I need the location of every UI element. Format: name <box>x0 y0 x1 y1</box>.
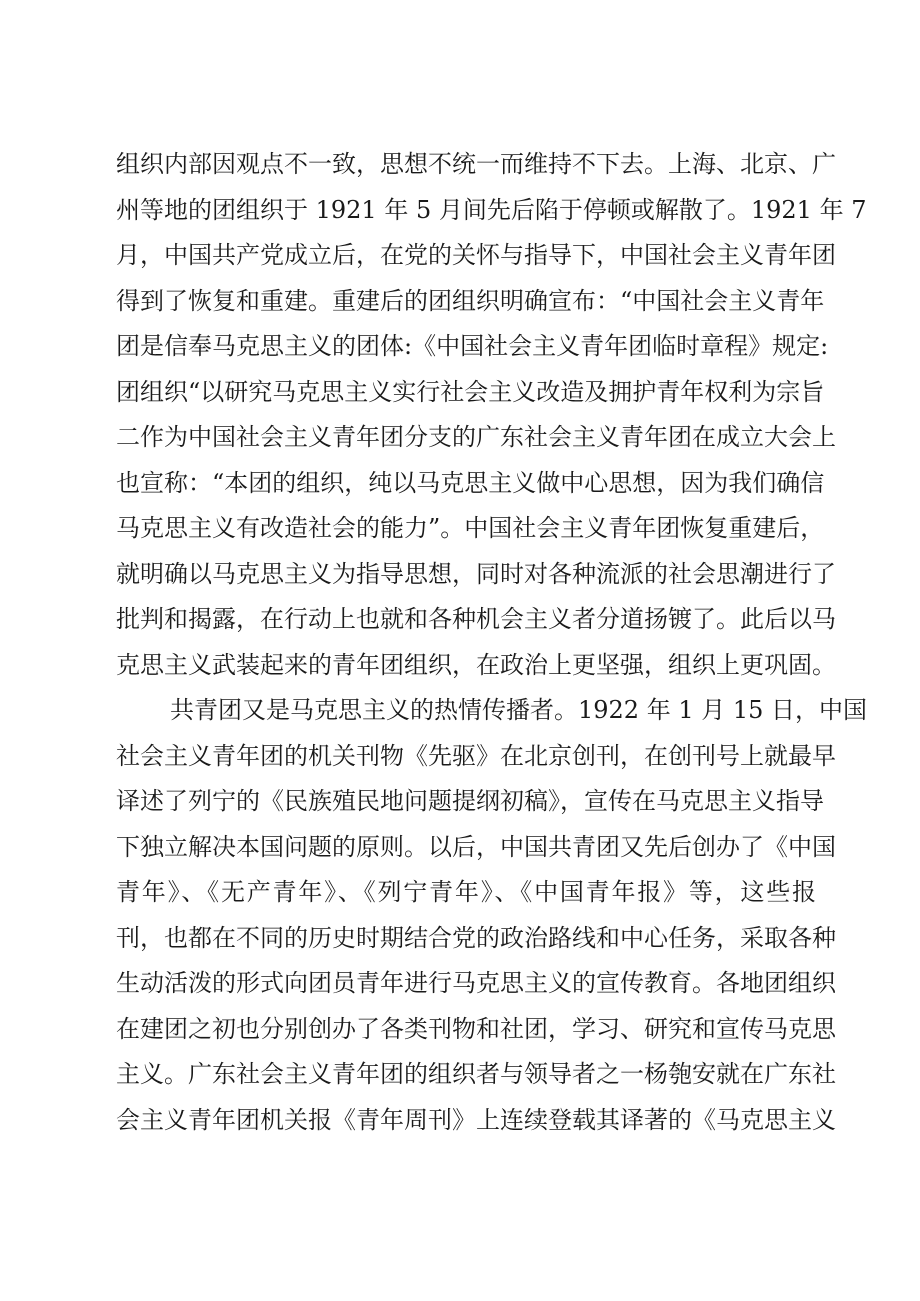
text-line: 下独立解决本国问题的原则。以后，中国共青团又先后创办了《中国 <box>116 832 836 861</box>
text-line: 马克思主义有改造社会的能力”。中国社会主义青年团恢复重建后， <box>116 514 825 542</box>
text-line: 生动活泼的形式向团员青年进行马克思主义的宣传教育。各地团组织 <box>116 969 836 997</box>
text-line: 州等地的团组织于 1921 年 5 月间先后陷于停顿或解散了。1921 年 7 <box>116 195 867 224</box>
text-line: 会主义青年团机关报《青年周刊》上连续登载其译著的《马克思主义 <box>116 1105 836 1134</box>
text-line: 组织内部因观点不一致，思想不统一而维持不下去。上海、北京、广 <box>116 150 836 178</box>
paragraph-1 <box>116 142 867 688</box>
text-line: 刊，也都在不同的历史时期结合党的政治路线和中心任务，采取各种 <box>116 923 836 952</box>
text-line: 共青团又是马克思主义的热情传播者。1922 年 1 月 15 日，中国 <box>170 696 868 724</box>
text-line: 就明确以马克思主义为指导思想，同时对各种流派的社会思潮进行了 <box>116 559 836 588</box>
text-line: 译述了列宁的《民族殖民地问题提纲初稿》，宣传在马克思主义指导 <box>116 787 824 815</box>
text-line: 团组织“以研究马克思主义实行社会主义改造及拥护青年权利为宗旨 <box>116 377 825 406</box>
text-line: 在建团之初也分别创办了各类刊物和社团，学习、研究和宣传马克思 <box>116 1014 836 1043</box>
text-line: 月，中国共产党成立后，在党的关怀与指导下，中国社会主义青年团 <box>116 241 836 269</box>
text-line: 社会主义青年团的机关刊物《先驱》在北京创刊，在创刊号上就最早 <box>116 741 836 770</box>
text-line: 主义。广东社会主义青年团的组织者与领导者之一杨匏安就在广东社 <box>116 1060 836 1088</box>
text-line: 青年》、《无产青年》、《列宁青年》、《中国青年报》等，这些报 <box>116 878 816 906</box>
text-line: 克思主义武装起来的青年团组织，在政治上更坚强，组织上更巩固。 <box>116 650 836 679</box>
text-line: 也宣称：“本团的组织，纯以马克思主义做中心思想，因为我们确信 <box>116 468 825 497</box>
paragraph-2 <box>116 688 868 1143</box>
text-line: 二作为中国社会主义青年团分支的广东社会主义青年团在成立大会上 <box>116 423 836 451</box>
body-text <box>116 142 868 1143</box>
text-line: 批判和揭露，在行动上也就和各种机会主义者分道扬镀了。此后以马 <box>116 605 836 633</box>
text-line: 团是信奉马克思主义的团体:《中国社会主义青年团临时章程》规定: <box>116 332 829 360</box>
text-line: 得到了恢复和重建。重建后的团组织明确宣布：“中国社会主义青年 <box>116 286 825 315</box>
